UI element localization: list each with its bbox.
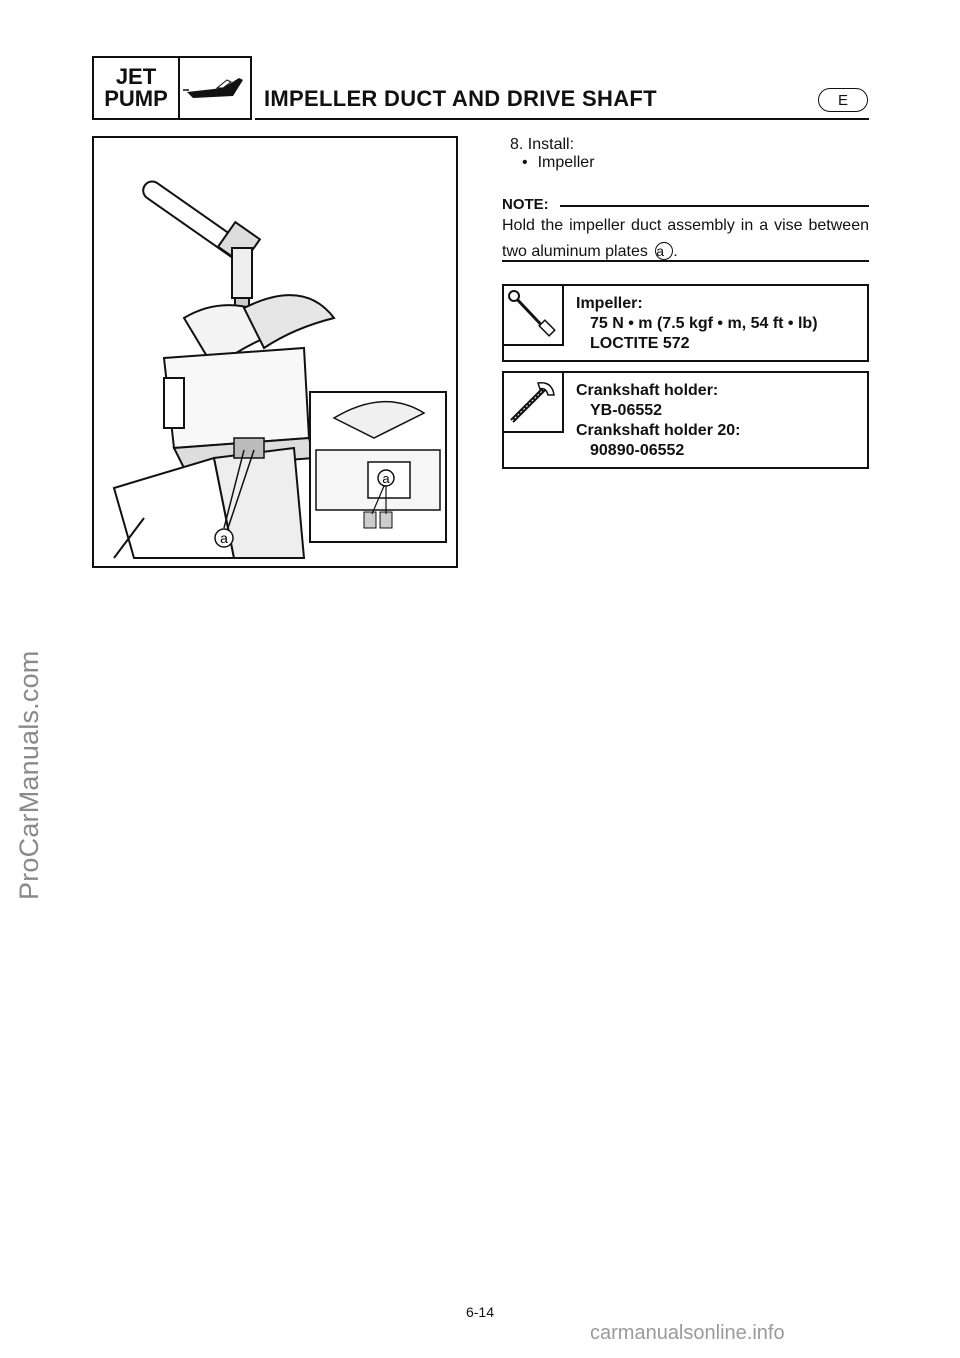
page-title: IMPELLER DUCT AND DRIVE SHAFT <box>264 86 657 111</box>
step-heading: 8. Install: <box>510 136 575 153</box>
note-label: NOTE: <box>502 196 549 213</box>
side-watermark: ProCarManuals.com <box>14 650 44 900</box>
impeller-drawing <box>94 138 456 566</box>
tool-number-1: YB-06552 <box>590 402 663 419</box>
badge-text <box>94 58 180 118</box>
badge-line-1: JET <box>115 64 157 89</box>
spec-name: Impeller: <box>576 295 643 312</box>
bullet-item <box>522 154 595 172</box>
tool-name-2: Crankshaft holder 20: <box>576 422 741 439</box>
tool-number-2: 90890-06552 <box>590 442 685 459</box>
note-body: Hold the impeller duct assembly in a vise between two aluminum plates <box>502 217 869 260</box>
header-divider <box>255 118 869 120</box>
page-number: 6-14 <box>465 1304 495 1320</box>
note-end-rule <box>502 260 869 262</box>
bullet-text: Impeller <box>537 154 595 171</box>
callout-a-main: a <box>220 530 228 546</box>
note-rule <box>560 205 869 207</box>
language-badge: E <box>818 88 868 112</box>
note-period: . <box>673 243 678 260</box>
torque-spec-text <box>576 294 818 354</box>
spec-torque-value: 75 N • m (7.5 kgf • m, 54 ft • lb) <box>590 315 818 332</box>
tool-spec-text <box>576 381 740 461</box>
bullet-symbol: • <box>522 154 528 171</box>
section-badge <box>92 56 252 120</box>
badge-line-2: PUMP <box>104 86 168 111</box>
spec-locking-agent: LOCTITE 572 <box>590 335 690 352</box>
torque-wrench-icon <box>502 284 564 346</box>
tool-spec-box <box>502 371 869 469</box>
torque-spec-box <box>502 284 869 362</box>
jet-ski-icon <box>180 58 250 118</box>
note-ref-a: a <box>655 242 673 260</box>
special-tool-icon <box>502 371 564 433</box>
bottom-watermark: carmanualsonline.info <box>590 1322 785 1344</box>
callout-a-inset: a <box>382 471 390 486</box>
impeller-install-figure <box>92 136 458 568</box>
note-text <box>502 213 869 265</box>
tool-name-1: Crankshaft holder: <box>576 382 719 399</box>
